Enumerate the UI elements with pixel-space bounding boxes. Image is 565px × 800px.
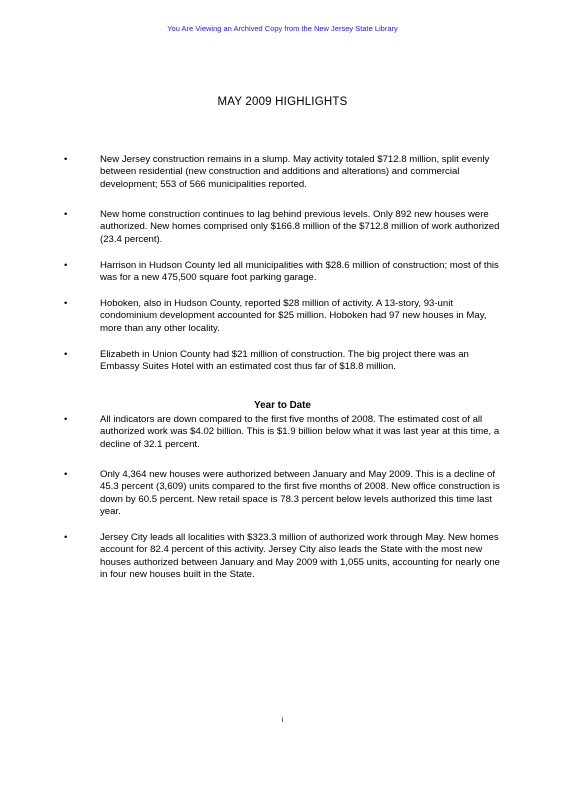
year-to-date-text: Jersey City leads all localities with $323.3 million of authorized work through May. New homes account for 82.4 percent of this activity. Jersey City also leads the State with the most new houses authorized between January and May 2009 with 1,055 units, accounting for nearly one in four new houses built in the State. (100, 532, 501, 581)
bullet-icon: • (64, 349, 68, 360)
highlight-text: Hoboken, also in Hudson County, reported $28 million of activity. A 13-story, 93-unit condominium development accounted for $25 million. Hoboken had 97 new houses in May, more than any other locality. (100, 298, 487, 334)
bullet-icon: • (64, 298, 68, 309)
bullet-icon: • (64, 154, 68, 165)
highlight-text: New Jersey construction remains in a slump. May activity totaled $712.8 million, split evenly between residential (new construction and additions and alterations) and commercial development; 553 of 566 municipalities reported. (100, 154, 490, 190)
bullet-icon: • (64, 414, 68, 425)
bullet-icon: • (64, 469, 68, 480)
page-number: i (281, 717, 284, 724)
bullet-icon: • (64, 209, 68, 220)
highlight-text: New home construction continues to lag behind previous levels. Only 892 new houses were authorized. New homes comprised only $166.8 million of the $712.8 million of work authorized (23.4 percent). (100, 209, 500, 245)
highlight-text: Harrison in Hudson County led all municipalities with $28.6 million of construction; most of this was for a new 475,500 square foot parking garage. (100, 260, 499, 284)
year-to-date-text: All indicators are down compared to the first five months of 2008. The estimated cost of all authorized work was $4.02 billion. This is $1.9 billion below what it was last year at this time, a decline of 32.1 percent. (100, 414, 500, 450)
page-title: MAY 2009 HIGHLIGHTS (217, 96, 348, 108)
year-to-date-heading: Year to Date (254, 400, 311, 411)
archive-banner: You Are Viewing an Archived Copy from the New Jersey State Library (167, 24, 398, 33)
highlight-text: Elizabeth in Union County had $21 million of construction. The big project there was an Embassy Suites Hotel with an estimated cost thus far of $18.8 million. (100, 349, 469, 373)
year-to-date-text: Only 4,364 new houses were authorized between January and May 2009. This is a decline of 45.3 percent (3,609) units compared to the first five months of 2008. New office construction is down by 60.5 percent. New retail space is 78.3 percent below levels authorized this time last year. (100, 469, 500, 518)
bullet-icon: • (64, 532, 68, 543)
bullet-icon: • (64, 260, 68, 271)
